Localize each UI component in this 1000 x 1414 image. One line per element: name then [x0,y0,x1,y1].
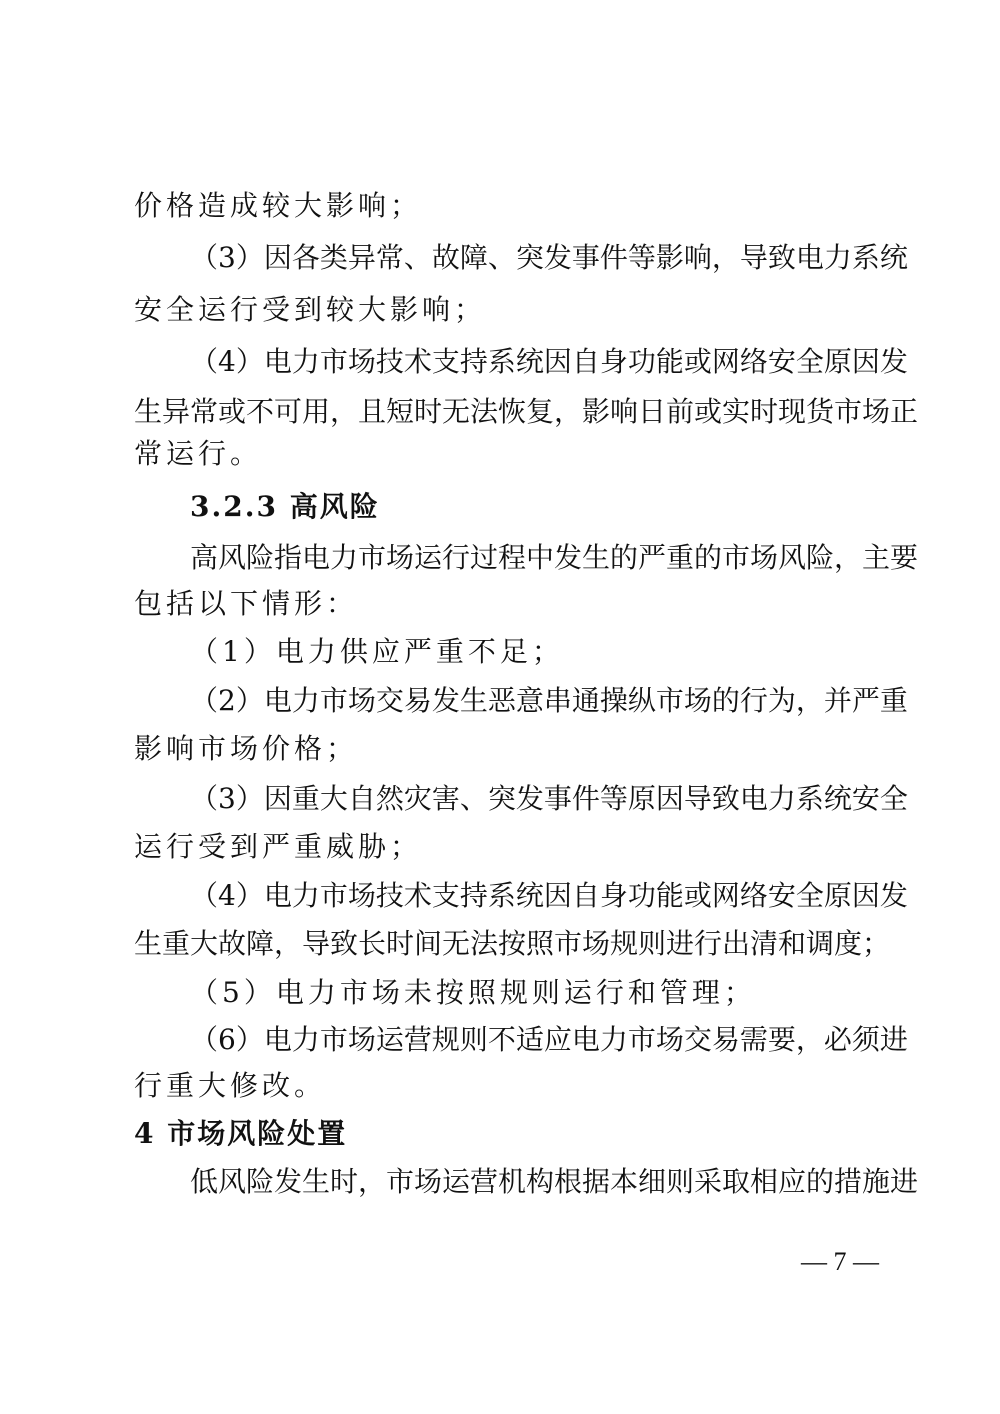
list-item-3: （3）因各类异常、故障、突发事件等影响，导致电力系统 [190,241,908,274]
list-item-1: （1）电力供应严重不足； [190,635,564,668]
list-item-2: （2）电力市场交易发生恶意串通操纵市场的行为，并严重 [190,684,908,717]
text-line: 行重大修改。 [134,1069,327,1102]
text-line: 运行受到严重威胁； [134,830,423,863]
text-line: 影响市场价格； [134,732,359,765]
list-item-6: （6）电力市场运营规则不适应电力市场交易需要，必须进 [190,1023,908,1056]
list-item-5: （5）电力市场未按照规则运行和管理； [190,976,756,1009]
paragraph-line: 高风险指电力市场运行过程中发生的严重的市场风险，主要 [190,541,919,574]
list-item-4: （4）电力市场技术支持系统因自身功能或网络安全原因发 [190,879,908,912]
section-heading: 3.2.3 高风险 [190,490,380,523]
text-line: 生重大故障，导致长时间无法按照市场规则进行出清和调度； [134,927,891,960]
list-item-4: （4）电力市场技术支持系统因自身功能或网络安全原因发 [190,345,908,378]
text-line: 包括以下情形： [134,587,359,620]
text-line: 常运行。 [134,437,263,470]
page-number: — 7 — [801,1247,879,1276]
text-line: 生异常或不可用，且短时无法恢复，影响日前或实时现货市场正 [134,395,919,428]
text-line: 价格造成较大影响； [134,189,423,222]
list-item-3: （3）因重大自然灾害、突发事件等原因导致电力系统安全 [190,782,908,815]
paragraph-line: 低风险发生时，市场运营机构根据本细则采取相应的措施进 [190,1165,919,1198]
text-line: 安全运行受到较大影响； [134,293,487,326]
section-heading: 4 市场风险处置 [134,1117,348,1150]
